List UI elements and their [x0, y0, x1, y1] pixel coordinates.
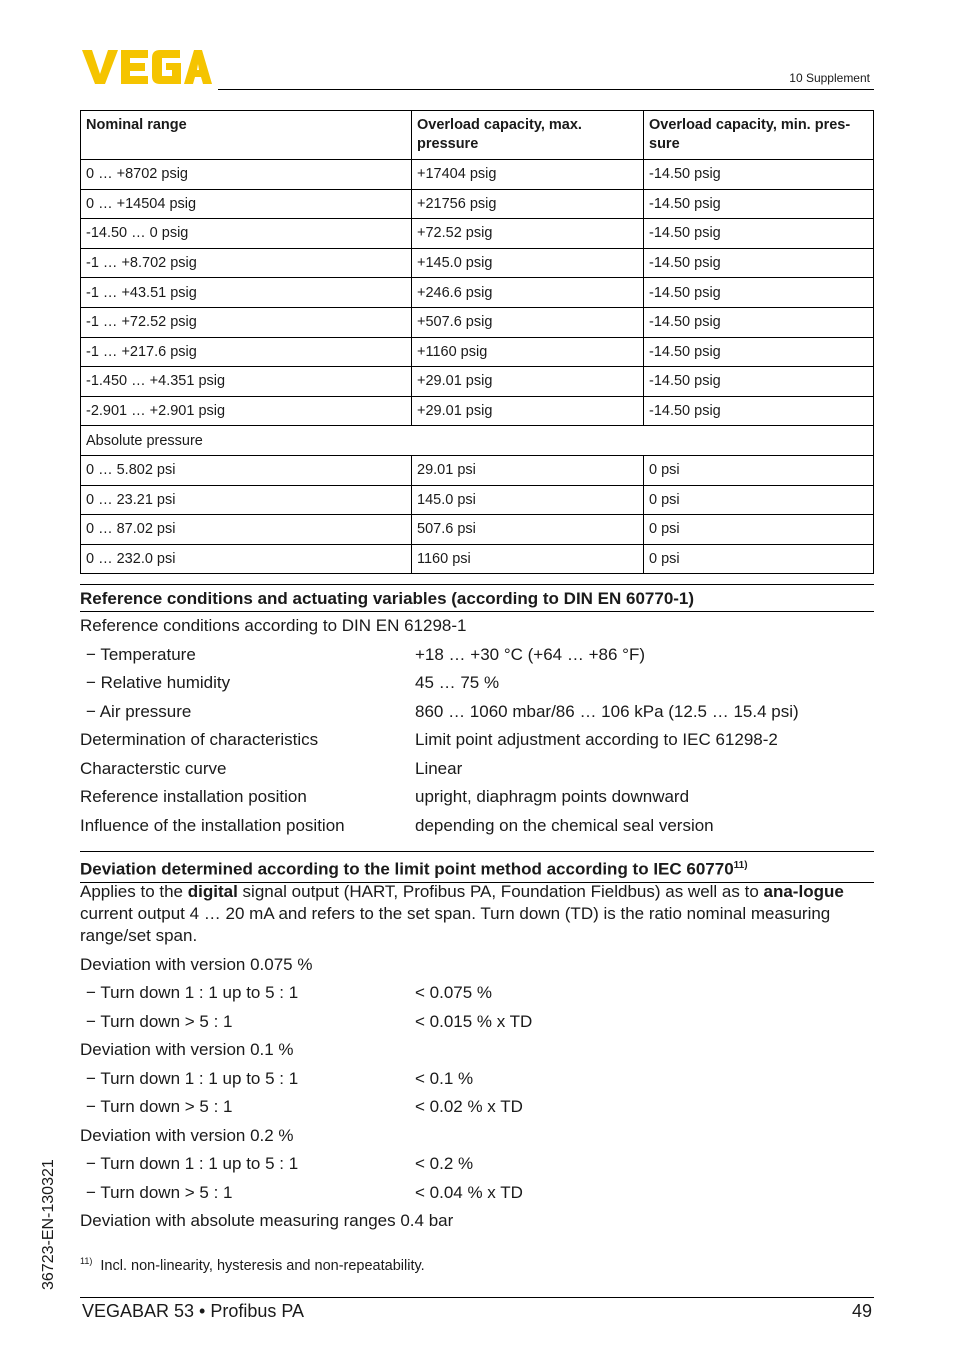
table-header-cell: Nominal range — [81, 111, 412, 160]
table-cell: 0 psi — [644, 455, 874, 485]
row-value: < 0.1 % — [415, 1069, 474, 1088]
table-header-cell: Overload capacity, max. pressure — [412, 111, 644, 160]
footnote — [80, 1256, 425, 1274]
table-row — [81, 219, 874, 249]
table-cell: -2.901 … +2.901 psig — [81, 396, 412, 426]
table-cell: -1 … +72.52 psig — [81, 307, 412, 337]
header-rule — [218, 89, 874, 90]
vega-logo — [82, 50, 212, 84]
table-cell: 0 … +14504 psig — [81, 189, 412, 219]
document-code: 36723-EN-130321 — [40, 1159, 57, 1290]
table-row — [81, 455, 874, 485]
table-row — [81, 515, 874, 545]
table-row — [81, 396, 874, 426]
table-cell: -14.50 psig — [644, 396, 874, 426]
row-value: < 0.075 % — [415, 983, 493, 1002]
row-value: < 0.02 % x TD — [415, 1097, 523, 1116]
row-label: Reference conditions according to DIN EN 61298-1 — [80, 616, 467, 635]
text-run-bold: ana-logue — [763, 882, 844, 901]
table-cell: -14.50 psig — [644, 367, 874, 397]
row-label: Deviation with absolute measuring ranges 0.4 bar — [80, 1211, 454, 1230]
table-cell: 507.6 psi — [412, 515, 644, 545]
footer-rule — [80, 1297, 874, 1298]
table-header-row — [81, 111, 874, 160]
footnote-text: Incl. non-linearity, hysteresis and non-repeatability. — [100, 1257, 425, 1274]
table-cell: 1160 psi — [412, 544, 644, 574]
table-cell: -1.450 … +4.351 psig — [81, 367, 412, 397]
table-cell: -14.50 psig — [644, 160, 874, 190]
overload-table — [80, 110, 874, 574]
row-label: Deviation with version 0.075 % — [80, 955, 313, 974]
row-label: − Turn down 1 : 1 up to 5 : 1 — [86, 1154, 299, 1173]
row-value: depending on the chemical seal version — [415, 816, 714, 835]
table-cell: -14.50 psig — [644, 337, 874, 367]
row-label: Determination of characteristics — [80, 730, 319, 749]
text-run-bold: digital — [187, 882, 238, 901]
row-value: Linear — [415, 759, 463, 778]
table-cell: +29.01 psig — [412, 367, 644, 397]
table-cell: 0 … 87.02 psi — [81, 515, 412, 545]
table-row — [81, 485, 874, 515]
table-cell: 145.0 psi — [412, 485, 644, 515]
table-cell: 0 … 232.0 psi — [81, 544, 412, 574]
row-label: − Turn down > 5 : 1 — [86, 1097, 233, 1116]
table-cell: -14.50 psig — [644, 278, 874, 308]
row-label: − Temperature — [86, 645, 196, 664]
table-cell: +21756 psig — [412, 189, 644, 219]
row-value: 45 … 75 % — [415, 673, 500, 692]
deviation-heading-text: Deviation determined according to the limit point method according to IEC 60770 — [80, 859, 734, 879]
footnote-mark: 11) — [80, 1256, 93, 1266]
table-cell: -14.50 psig — [644, 248, 874, 278]
row-label: Deviation with version 0.1 % — [80, 1040, 294, 1059]
row-value: upright, diaphragm points downward — [415, 787, 690, 806]
table-cell: +29.01 psig — [412, 396, 644, 426]
text-run: signal output (HART, Profibus PA, Foundation Fieldbus) as well as to — [237, 882, 764, 901]
table-cell: +17404 psig — [412, 160, 644, 190]
table-header-cell: Overload capacity, min. pres-sure — [644, 111, 874, 160]
table-row — [81, 337, 874, 367]
page-number: 49 — [851, 1301, 872, 1321]
row-value: +18 … +30 °C (+64 … +86 °F) — [415, 645, 645, 664]
table-row — [81, 189, 874, 219]
row-label: Reference installation position — [80, 787, 307, 806]
row-label: Deviation with version 0.2 % — [80, 1126, 294, 1145]
row-label: − Turn down > 5 : 1 — [86, 1183, 233, 1202]
text-run: Applies to the — [80, 882, 188, 901]
table-cell: -1 … +8.702 psig — [81, 248, 412, 278]
table-cell: +507.6 psig — [412, 307, 644, 337]
table-row — [81, 248, 874, 278]
table-cell: +72.52 psig — [412, 219, 644, 249]
row-label: Influence of the installation position — [80, 816, 345, 835]
row-value: < 0.04 % x TD — [415, 1183, 523, 1202]
row-value: Limit point adjustment according to IEC 61298-2 — [415, 730, 778, 749]
table-cell: 0 … +8702 psig — [81, 160, 412, 190]
table-row — [81, 367, 874, 397]
table-row — [81, 278, 874, 308]
row-label: − Relative humidity — [86, 673, 231, 692]
row-label: − Turn down 1 : 1 up to 5 : 1 — [86, 1069, 299, 1088]
table-section-row — [81, 426, 874, 456]
table-cell: -14.50 … 0 psig — [81, 219, 412, 249]
table-cell: +1160 psig — [412, 337, 644, 367]
row-label: Characterstic curve — [80, 759, 227, 778]
document-title: VEGABAR 53 • Profibus PA — [82, 1301, 305, 1321]
table-row — [81, 307, 874, 337]
table-cell: -1 … +43.51 psig — [81, 278, 412, 308]
row-value: < 0.2 % — [415, 1154, 474, 1173]
table-cell: -14.50 psig — [644, 189, 874, 219]
table-cell: 0 psi — [644, 515, 874, 545]
reference-conditions-heading: Reference conditions and actuating variables (according to DIN EN 60770-1) — [80, 584, 874, 612]
table-cell: -14.50 psig — [644, 307, 874, 337]
table-cell: 0 psi — [644, 544, 874, 574]
table-cell: 0 psi — [644, 485, 874, 515]
row-value: < 0.015 % x TD — [415, 1012, 533, 1031]
row-label: − Air pressure — [86, 702, 192, 721]
section-title: 10 Supplement — [789, 71, 870, 85]
footnote-ref: 11) — [733, 860, 748, 871]
table-cell: 29.01 psi — [412, 455, 644, 485]
table-row — [81, 544, 874, 574]
table-cell: 0 … 23.21 psi — [81, 485, 412, 515]
row-value: 860 … 1060 mbar/86 … 106 kPa (12.5 … 15.4 psi) — [415, 702, 799, 721]
deviation-heading — [80, 851, 874, 883]
table-row — [81, 160, 874, 190]
table-cell: -1 … +217.6 psig — [81, 337, 412, 367]
table-cell: 0 … 5.802 psi — [81, 455, 412, 485]
row-label: − Turn down > 5 : 1 — [86, 1012, 233, 1031]
text-run: current output 4 … 20 mA and refers to the set span. Turn down (TD) is the ratio nominal measuring range/set span. — [80, 904, 831, 945]
absolute-pressure-label: Absolute pressure — [81, 426, 874, 456]
table-cell: +145.0 psig — [412, 248, 644, 278]
table-cell: -14.50 psig — [644, 219, 874, 249]
row-label: − Turn down 1 : 1 up to 5 : 1 — [86, 983, 299, 1002]
deviation-paragraph — [80, 881, 860, 947]
table-cell: +246.6 psig — [412, 278, 644, 308]
